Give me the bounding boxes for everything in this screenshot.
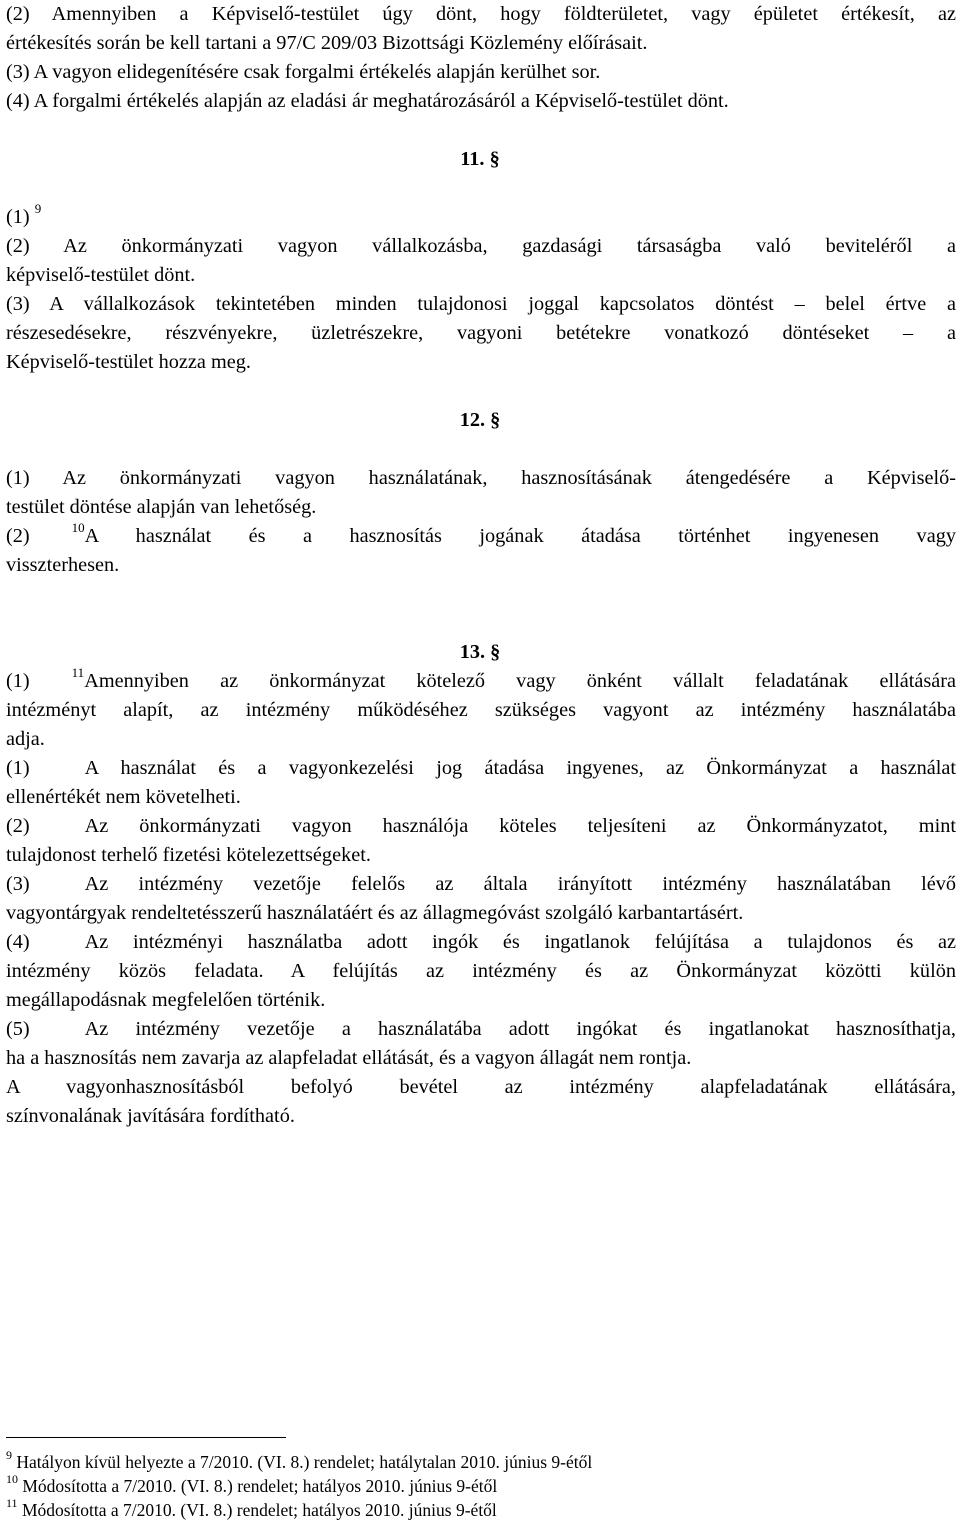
text-line: intézményt alapít, az intézmény működéséhez szükséges vagyont az intézmény használatába <box>6 699 956 721</box>
paragraph-text: Az intézmény vezetője a használatába adott ingókat és ingatlanokat hasznosíthatja, <box>84 1018 956 1040</box>
text-line: (3) A vagyon elidegenítésére csak forgalmi értékelés alapján kerülhet sor. <box>6 61 601 83</box>
text-line: (2) Az önkormányzati vagyon vállalkozásba, gazdasági társaságba való beviteléről a <box>6 235 956 257</box>
text-line <box>6 754 956 783</box>
footnote <box>6 1450 946 1474</box>
text-line: intézmény közös feladata. A felújítás az intézmény és az Önkormányzat közötti külön <box>6 960 956 982</box>
section-heading-13: 13. § <box>459 641 501 663</box>
text-line: A vagyonhasznosításból befolyó bevétel az intézmény alapfeladatának ellátására, <box>6 1076 956 1098</box>
footnote-number: 9 <box>6 1448 12 1462</box>
paragraph-text: Amennyiben az önkormányzat kötelező vagy önként vállalt feladatának ellátására <box>84 670 956 692</box>
paragraph-number: (4) <box>6 931 30 953</box>
text-line: Képviselő-testület hozza meg. <box>6 351 251 373</box>
text-line: megállapodásnak megfelelően történik. <box>6 989 326 1011</box>
text-line: (1) Az önkormányzati vagyon használatának, hasznosításának átengedésére a Képviselő- <box>6 467 956 489</box>
paragraph-number: (5) <box>6 1018 30 1040</box>
footnote <box>6 1498 946 1522</box>
footnote-separator <box>6 1437 286 1438</box>
text-line: (2) Amennyiben a Képviselő-testület úgy dönt, hogy földterületet, vagy épületet értékesít, az <box>6 3 956 25</box>
footnote-ref[interactable]: 9 <box>34 201 42 216</box>
paragraph-text: Az intézményi használatba adott ingók és ingatlanok felújítása a tulajdonos és az <box>84 931 956 953</box>
footnote-ref[interactable]: 11 <box>71 665 85 680</box>
text-line: színvonalának javítására fordítható. <box>6 1105 295 1127</box>
paragraph-text: A használat és a vagyonkezelési jog átadása ingyenes, az Önkormányzat a használat <box>84 757 956 779</box>
paragraph-number: (1) <box>6 757 30 779</box>
text-line: ellenértékét nem követelheti. <box>6 786 241 808</box>
text-line: (3) A vállalkozások tekintetében minden tulajdonosi joggal kapcsolatos döntést – belel értve a <box>6 293 956 315</box>
text-line <box>6 870 956 899</box>
paragraph-number: (1) <box>6 206 30 228</box>
text-line: adja. <box>6 728 45 750</box>
text-line: értékesítés során be kell tartani a 97/C 209/03 Bizottsági Közlemény előírásait. <box>6 32 648 54</box>
paragraph-number: (1) <box>6 670 30 692</box>
paragraph-text: Az önkormányzati vagyon használója köteles teljesíteni az Önkormányzatot, mint <box>84 815 956 837</box>
paragraph-text: Az intézmény vezetője felelős az általa irányított intézmény használatában lévő <box>84 873 956 895</box>
text-line: ha a hasznosítás nem zavarja az alapfeladat ellátását, és a vagyon állagát nem rontja. <box>6 1047 692 1069</box>
paragraph-number: (2) <box>6 815 30 837</box>
footnote-text: Módosította a 7/2010. (VI. 8.) rendelet; hatályos 2010. június 9-étől <box>21 1500 497 1520</box>
text-line <box>6 522 956 551</box>
footnote <box>6 1474 946 1498</box>
text-line <box>6 667 956 696</box>
text-line: (4) A forgalmi értékelés alapján az eladási ár meghatározásáról a Képviselő-testület dönt. <box>6 90 729 112</box>
footnote-number: 11 <box>6 1496 18 1510</box>
text-line: vagyontárgyak rendeltetésszerű használatáért és az állagmegóvást szolgáló karbantartásért. <box>6 902 744 924</box>
text-line: testület döntése alapján van lehetőség. <box>6 496 317 518</box>
text-line: részesedésekre, részvényekre, üzletrészekre, vagyoni betétekre vonatkozó döntéseket – a <box>6 322 956 344</box>
paragraph-number: (2) <box>6 525 30 547</box>
footnote-text: Módosította a 7/2010. (VI. 8.) rendelet; hatályos 2010. június 9-étől <box>22 1476 498 1496</box>
text-line <box>6 203 956 232</box>
text-line <box>6 1015 956 1044</box>
footnote-text: Hatályon kívül helyezte a 7/2010. (VI. 8.) rendelet; hatálytalan 2010. június 9-étől <box>16 1452 593 1472</box>
footnote-ref[interactable]: 10 <box>71 520 85 535</box>
section-heading-12: 12. § <box>459 409 501 431</box>
text-line <box>6 812 956 841</box>
text-line: képviselő-testület dönt. <box>6 264 196 286</box>
text-line <box>6 928 956 957</box>
paragraph-text: A használat és a hasznosítás jogának átadása történhet ingyenesen vagy <box>84 525 956 547</box>
text-line: visszterhesen. <box>6 554 120 576</box>
text-line: tulajdonost terhelő fizetési kötelezettségeket. <box>6 844 371 866</box>
section-heading-11: 11. § <box>460 148 500 170</box>
paragraph-number: (3) <box>6 873 30 895</box>
footnote-number: 10 <box>6 1472 18 1486</box>
